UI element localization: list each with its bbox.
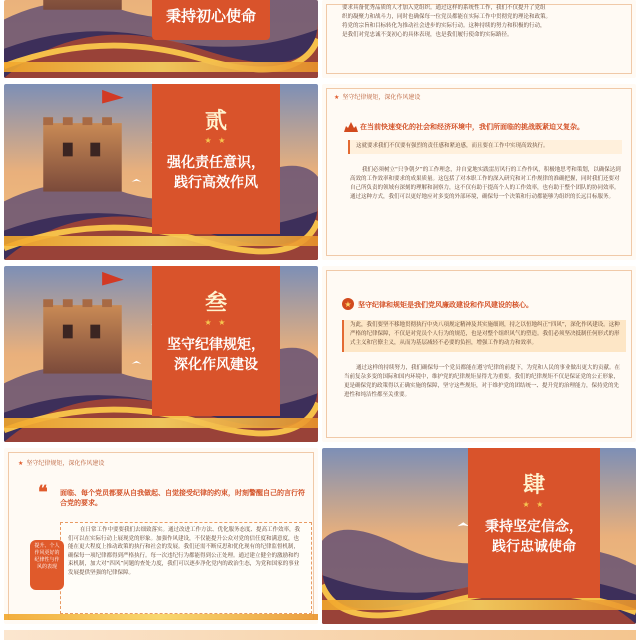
ribbon: [4, 236, 318, 246]
quote-icon: ❝: [38, 482, 48, 503]
star-icon: ★: [334, 94, 340, 101]
next-row-strip: [4, 630, 636, 640]
star-icon: ★: [18, 460, 24, 467]
side-tag: [30, 540, 64, 590]
slide-7-body: 在日常工作中要要我们去细致落实。通过改进工作方法、优化服务态度、提高工作效率，我们可以在实际行动上展现党的形象。加强作风建设，不仅能提升公众对党的信任度和满意度，也能在更大程度上推动政策的执行和社会的发展。我们还需不断反思和优化现有的纪律监督机制，确保每一项纪律都得到严格执行。每一次违纪行为都能得到公正处理。通过建立健全的激励和约束机制，加大对“四风”问题的查处力度，我们可以逐步净化党内的政治生态，为党和国家的事业发展提供坚强的纪律保障。: [68, 527, 301, 576]
slide-5-title-card: [152, 266, 280, 416]
slide-1[interactable]: [4, 0, 318, 78]
text-line: 是我们对党忠诚不变初心的具体表现，也是我们履行使命的实际路径。: [342, 32, 513, 38]
slide-8[interactable]: [322, 448, 636, 624]
breadcrumb-text: 坚守纪律规矩，深化作风建设: [26, 460, 105, 467]
breadcrumb-text: 坚守纪律规矩，深化作风建设: [342, 94, 421, 101]
section-number: 贰: [204, 108, 227, 134]
slide-5[interactable]: [4, 266, 318, 442]
lead-text: 这就要求我们不仅要有强烈的责任感和紧迫感，而且要在工作中实现高效执行。: [356, 143, 549, 149]
slide-6[interactable]: [322, 266, 636, 442]
ribbon: [322, 600, 636, 610]
text-line: 将党的宗旨和目标转化为推动社会进步的实际行动。这种持续的努力和积极的行动，: [342, 23, 546, 29]
highlight-text: 为此，我们要坚不移地贯彻执行中央八项规定精神及其实施细则，持之以恒地纠正“四风”，深化作风建设。这种严格的纪律保障，不仅是对党员个人行为的规范，也是对整个组织风气的塑造。我们必须坚决抵制任何形式的形式主义和官僚主义，从而为基层减轻不必要的负担，增强工作的动力和效率。: [350, 322, 620, 346]
slide-3[interactable]: [4, 84, 318, 260]
text-line: 要求具备优秀品质的人才加入党组织。通过这样的系统性工作，我们不仅提升了党组: [342, 5, 546, 11]
slide-4-headline: 在当前快速变化的社会和经济环境中，我们所面临的挑战既紧迫又复杂。: [360, 123, 584, 131]
section-number: 叁: [204, 290, 227, 316]
highlight-box: [342, 320, 626, 352]
slide-7-headline: 面临、每个党员都要从自我做起、自觉接受纪律的约束，时刻警醒自己的言行符合党的要求。: [60, 489, 305, 507]
ribbon: [4, 62, 318, 72]
side-tag-text: 提升、个人作风更好的纪律性与作风的表现: [34, 543, 60, 570]
star-icons: ★ ★: [204, 136, 228, 145]
slide-2[interactable]: [322, 0, 636, 78]
section-number: 肆: [522, 472, 545, 498]
slide-1-title-card: [152, 0, 270, 40]
lead-box: [348, 140, 622, 154]
star-icons: ★ ★: [204, 318, 228, 327]
slide-2-paragraph: [342, 4, 622, 40]
frame: [326, 270, 632, 438]
breadcrumb: [18, 458, 104, 467]
slide-3-title: 强化责任意识， 践行高效作风: [167, 155, 265, 191]
slide-8-title: 秉持坚定信念， 践行忠诚使命: [485, 519, 583, 555]
breadcrumb: [334, 92, 420, 101]
slide-3-title-card: [152, 84, 280, 234]
slide-4-body: 我们必须树立“只争朝夕”的工作理念，并自觉地实践雷厉风行的工作作风，积极地思考和策划，以确保达到高效的工作效率和要求的成果质量。这包括了对本职工作的深入研究和对工作规律的准确把握，同时我们还要对自己所负责的领域有深刻的理解和洞察力，这不仅有助于提高个人的工作效率，也有助于整个团队的协同效率。通过这种方式，我们可以更好地应对多变的外部环境，确保每一个决策和行动都能够为组织的长远目标服务。: [350, 167, 621, 200]
slide-8-title-card: [468, 448, 600, 598]
slide-1-title: 秉持初心使命: [165, 7, 256, 25]
svg-text:★: ★: [344, 300, 352, 309]
great-wall-icon: [344, 122, 358, 132]
slide-6-body: 通过这样的持续努力，我们确保每一个党员都能在遵守纪律的前提下，为党和人民的事业做出更大的贡献。在当前复杂多变的国际和国内环境中，维护党的纪律规矩显得尤为重要。我们的纪律规矩不仅是保证党的公正形象，更是确保党的政策得以正确实施的保障，坚守这些规矩，对于维护党的团结统一、提升党的治理能力，保持党的先进性和纯洁性都至关重要。: [344, 365, 621, 398]
ribbon: [4, 418, 318, 428]
slide-7[interactable]: [4, 448, 318, 624]
slide-5-title: 坚守纪律规矩， 深化作风建设: [167, 337, 265, 373]
ribbon: [4, 614, 318, 620]
star-badge-icon: [342, 298, 354, 310]
text-line: 织的凝聚力和战斗力，同时也确保每一位党员都能在实际工作中贯彻党的理论和政策。: [342, 14, 552, 20]
star-icons: ★ ★: [522, 500, 546, 509]
slide-6-headline: 坚守纪律和规矩是我们党风廉政建设和作风建设的核心。: [358, 301, 533, 309]
slide-4[interactable]: [322, 84, 636, 260]
